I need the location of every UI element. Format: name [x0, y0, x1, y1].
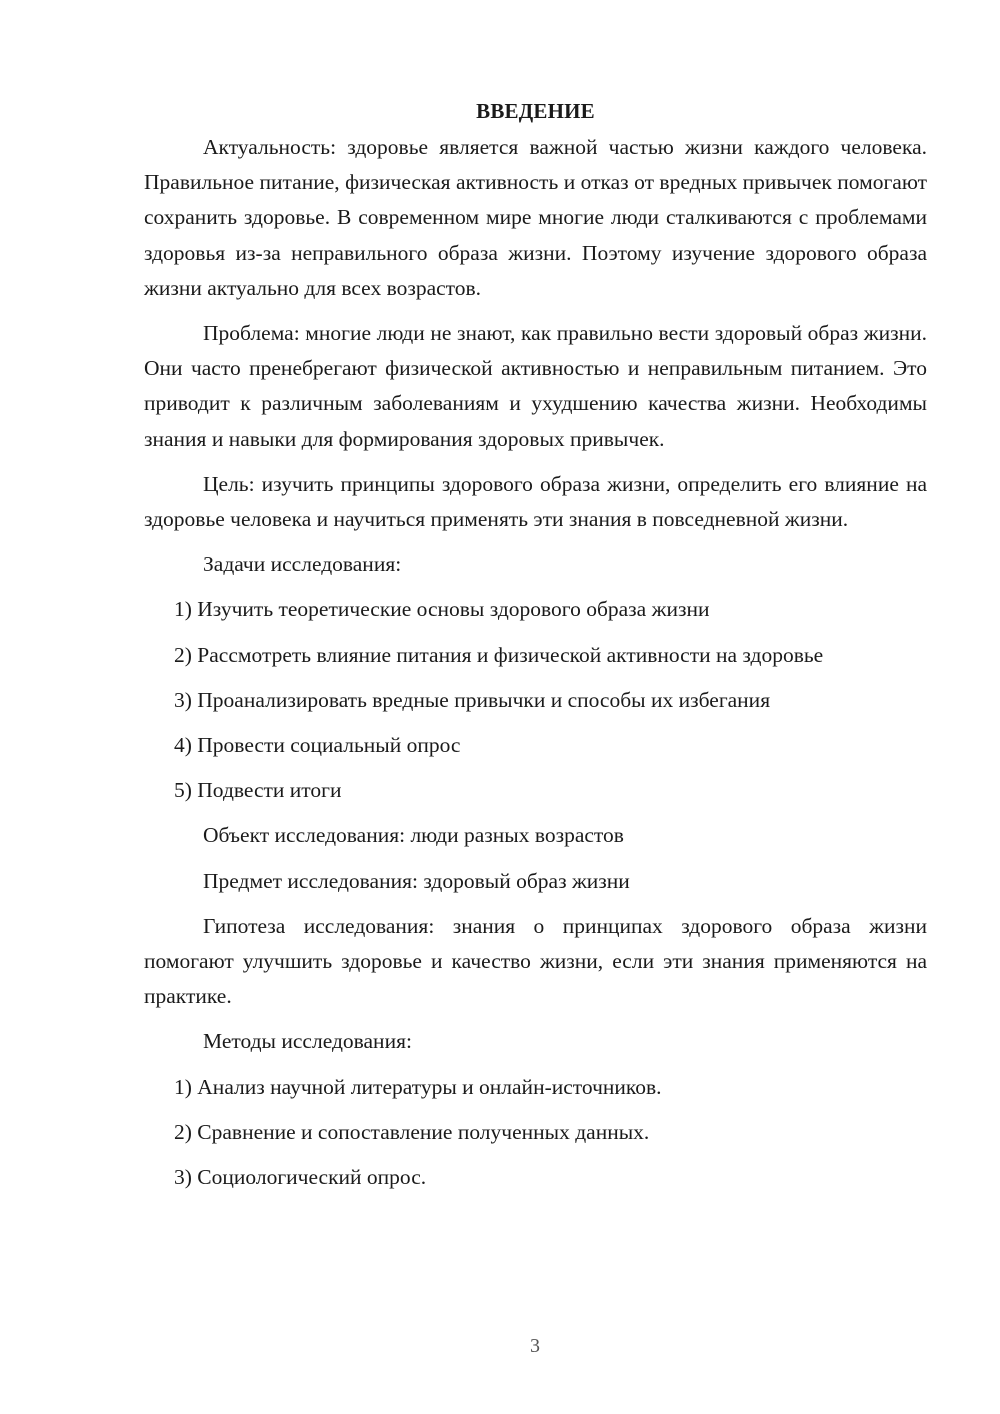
research-subject: Предмет исследования: здоровый образ жизни	[203, 868, 630, 893]
task-item: 5) Подвести итоги	[174, 778, 342, 803]
hypothesis-paragraph: Гипотеза исследования: знания о принципах здорового образа жизни помогают улучшить здоровье и качество жизни, если эти знания применяются на практике.	[144, 913, 927, 1009]
page-number: 3	[530, 1335, 540, 1357]
task-item: 2) Рассмотреть влияние питания и физической активности на здоровье	[174, 642, 824, 667]
tasks-heading: Задачи исследования:	[203, 552, 402, 577]
research-object: Объект исследования: люди разных возрастов	[203, 823, 624, 848]
method-item: 1) Анализ научной литературы и онлайн-источников.	[174, 1074, 662, 1099]
method-item: 3) Социологический опрос.	[174, 1165, 427, 1190]
relevance-paragraph: Актуальность: здоровье является важной частью жизни каждого человека. Правильное питание, физическая активность и отказ от вредных привычек помогают сохранить здоровье. В современном мире многие люди сталкиваются с проблемами здоровья из-за неправильного образа жизни. Поэтому изучение здорового образа жизни актуально для всех возрастов.	[144, 135, 927, 300]
goal-paragraph: Цель: изучить принципы здорового образа жизни, определить его влияние на здоровье человека и научиться применять эти знания в повседневной жизни.	[144, 471, 927, 532]
task-item: 4) Провести социальный опрос	[174, 733, 461, 758]
problem-paragraph: Проблема: многие люди не знают, как правильно вести здоровый образ жизни. Они часто пренебрегают физической активностью и неправильным питанием. Это приводит к различным заболеваниям и ухудшению качества жизни. Необходимы знания и навыки для формирования здоровых привычек.	[144, 321, 927, 451]
section-title: ВВЕДЕНИЕ	[476, 99, 595, 123]
method-item: 2) Сравнение и сопоставление полученных данных.	[174, 1119, 650, 1144]
task-item: 3) Проанализировать вредные привычки и способы их избегания	[174, 687, 771, 712]
methods-heading: Методы исследования:	[203, 1029, 412, 1054]
document-page	[144, 96, 927, 1205]
task-item: 1) Изучить теоретические основы здорового образа жизни	[174, 597, 710, 622]
